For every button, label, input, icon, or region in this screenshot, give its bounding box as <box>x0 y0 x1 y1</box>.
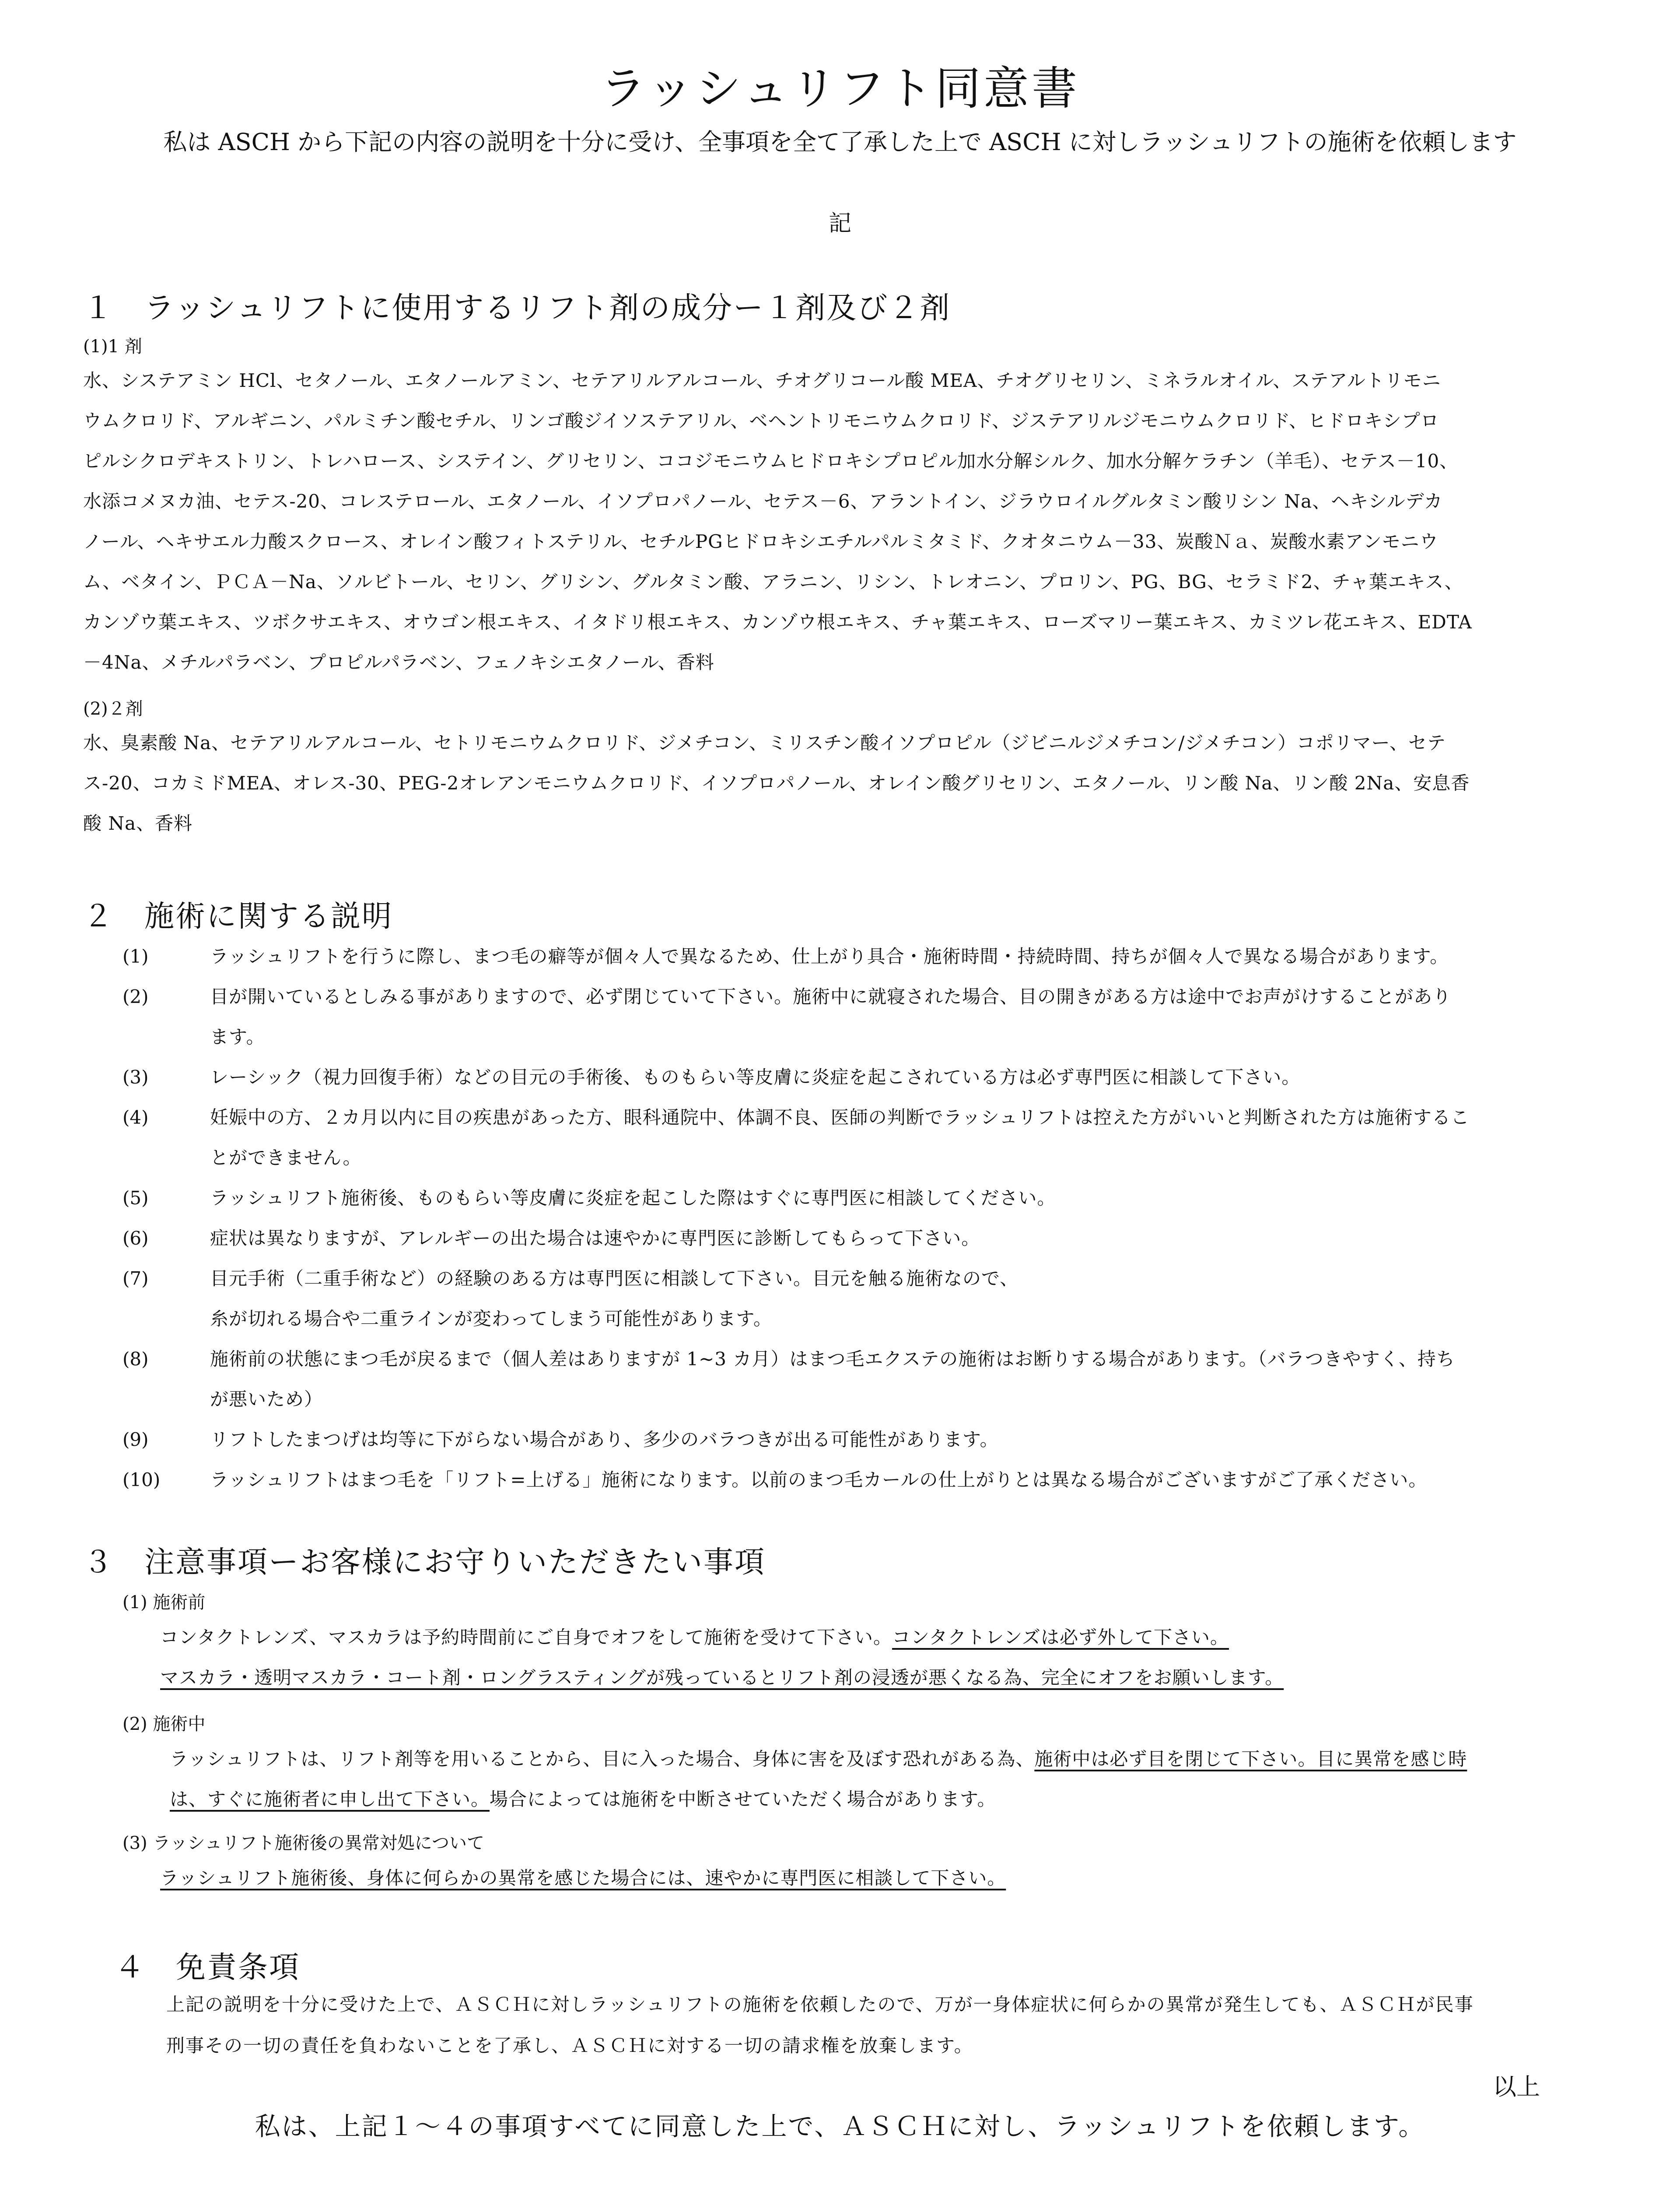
ki-marker: 記 <box>828 210 851 237</box>
ingredient-line: ピルシクロデキストリン、トレハロース、システイン、グリセリン、ココジモニウムヒドロキシプロピル加水分解シルク、加水分解ケラチン（羊毛）、セテス－10、 <box>83 450 1459 472</box>
before-treatment-line <box>160 1665 1284 1691</box>
item-number: (3) <box>122 1066 149 1088</box>
notice-underlined: コンタクトレンズは必ず外して下さい。 <box>892 1627 1229 1648</box>
section-4-title: 免責条項 <box>176 1950 301 1985</box>
ingredient-line: ウムクロリド、アルギニン、パルミチン酸セチル、リンゴ酸ジイソステアリル、ベヘントリモニウムクロリド、ジステアリルジモニウムクロリド、ヒドロキシプロ <box>83 410 1439 431</box>
item-number: (10) <box>122 1469 161 1490</box>
notice-underlined: マスカラ・透明マスカラ・コート剤・ロングラスティングが残っているとリフト剤の浸透が悪くなる為、完全にオフをお願いします。 <box>160 1667 1284 1688</box>
section-2-number: ２ <box>83 899 115 934</box>
notice-text: ラッシュリフトは、リフト剤等を用いることから、目に入った場合、身体に害を及ぼす恐れがある為、 <box>170 1748 1035 1770</box>
ingredient-line: 水添コメヌカ油、セテス-20、コレステロール、エタノール、イソプロパノール、セテス－6、アラントイン、ジラウロイルグルタミン酸リシン Na、ヘキシルデカ <box>83 491 1443 512</box>
item-text: ラッシュリフト施術後、ものもらい等皮膚に炎症を起こした際はすぐに専門医に相談してください。 <box>210 1187 1056 1209</box>
notice-text: コンタクトレンズ、マスカラは予約時間前にご自身でオフをして施術を受けて下さい。 <box>160 1627 892 1648</box>
agreement-statement: 私は、上記１～４の事項すべてに同意した上で、ＡＳＣＨに対し、ラッシュリフトを依頼します。 <box>255 2111 1425 2141</box>
item-number: (7) <box>122 1268 149 1289</box>
item-text: 目が開いているとしみる事がありますので、必ず閉じていて下さい。施術中に就寝された場合、目の開きがある方は途中でお声がけすることがあり <box>210 986 1452 1007</box>
item-text: 施術前の状態にまつ毛が戻るまで（個人差はありますが 1~3 カ月）はまつ毛エクステの施術はお断りする場合があります。（バラつきやすく、持ち <box>210 1348 1455 1370</box>
item-text: 症状は異なりますが、アレルギーの出た場合は速やかに専門医に診断してもらって下さい。 <box>210 1227 980 1249</box>
item-text: とができません。 <box>210 1147 362 1168</box>
during-treatment-line <box>170 1786 996 1813</box>
ingredient-line: ム、ベタイン、ＰＣＡ－Na、ソルビトール、セリン、グリシン、グルタミン酸、アラニン、リシン、トレオニン、プロリン、PG、BG、セラミド2、チャ葉エキス、 <box>83 571 1463 593</box>
section-3-title: 注意事項ーお客様にお守りいただきたい事項 <box>144 1545 766 1580</box>
item-number: (8) <box>122 1348 149 1370</box>
intro-statement: 私は ASCH から下記の内容の説明を十分に受け、全事項を全て了承した上で ASCH に対しラッシュリフトの施術を依頼します <box>163 128 1517 156</box>
section-3-number: ３ <box>83 1545 115 1580</box>
notice-underlined: 施術中は必ず目を閉じて下さい。目に異常を感じ時 <box>1034 1748 1467 1770</box>
section-1-heading <box>83 284 951 327</box>
section-1-title: ラッシュリフトに使用するリフト剤の成分ー１剤及び２剤 <box>144 291 951 326</box>
disclaimer-line: 上記の説明を十分に受けた上で、ＡＳＣＨに対しラッシュリフトの施術を依頼したので、万が一身体症状に何らかの異常が発生しても、ＡＳＣＨが民事 <box>166 1994 1474 2015</box>
during-treatment-label: (2) 施術中 <box>122 1714 206 1734</box>
item-text: 妊娠中の方、２カ月以内に目の疾患があった方、眼科通院中、体調不良、医師の判断でラッシュリフトは控えた方がいいと判断された方は施術するこ <box>210 1107 1470 1128</box>
section-1-agent1-ingredients <box>83 361 1540 683</box>
item-text: レーシック（視力回復手術）などの目元の手術後、ものもらい等皮膚に炎症を起こされている方は必ず専門医に相談して下さい。 <box>210 1066 1301 1088</box>
item-text: 糸が切れる場合や二重ラインが変わってしまう可能性があります。 <box>210 1308 772 1329</box>
item-text: リフトしたまつげは均等に下がらない場合があり、多少のバラつきが出る可能性があります。 <box>210 1429 999 1450</box>
ingredient-line: －4Na、メチルパラベン、プロピルパラベン、フェノキシエタノール、香料 <box>83 652 714 673</box>
item-number: (5) <box>122 1187 149 1209</box>
item-text: ラッシュリフトを行うに際し、まつ毛の癖等が個々人で異なるため、仕上がり具合・施術時間・持続時間、持ちが個々人で異なる場合があります。 <box>210 946 1449 967</box>
item-number: (2) <box>122 986 149 1007</box>
closing-mark: 以上 <box>1493 2073 1540 2100</box>
section-1-agent1-label: (1)1 剤 <box>83 337 142 357</box>
section-2-heading <box>83 893 393 935</box>
ingredient-line: カンゾウ葉エキス、ツボクサエキス、オウゴン根エキス、イタドリ根エキス、カンゾウ根エキス、チャ葉エキス、ローズマリー葉エキス、カミツレ花エキス、EDTA <box>83 611 1472 633</box>
item-number: (1) <box>122 946 149 967</box>
after-treatment-line <box>160 1865 1006 1891</box>
before-treatment-label: (1) 施術前 <box>122 1592 206 1613</box>
ingredient-line: 水、システアミン HCl、セタノール、エタノールアミン、セテアリルアルコール、チオグリコール酸 MEA、チオグリセリン、ミネラルオイル、ステアルトリモニ <box>83 370 1441 391</box>
disclaimer-text <box>166 1984 1540 2066</box>
section-1-agent2-label: (2)２剤 <box>83 699 143 719</box>
notice-text: 場合によっては施術を中断させていただく場合があります。 <box>490 1788 996 1810</box>
disclaimer-line: 刑事その一切の責任を負わないことを了承し、ＡＳＣＨに対する一切の請求権を放棄します。 <box>166 2035 973 2056</box>
item-number: (9) <box>122 1429 149 1450</box>
during-treatment-line <box>170 1746 1467 1772</box>
item-text: 目元手術（二重手術など）の経験のある方は専門医に相談して下さい。目元を触る施術なので、 <box>210 1268 1019 1289</box>
before-treatment-line <box>160 1624 1229 1651</box>
item-text: が悪いため） <box>210 1389 323 1410</box>
section-3-heading <box>83 1539 766 1581</box>
section-2-title: 施術に関する説明 <box>144 899 393 934</box>
section-4-number: ４ <box>115 1950 146 1985</box>
section-1-number: １ <box>83 291 115 326</box>
item-text: ラッシュリフトはまつ毛を「リフト=上げる」施術になります。以前のまつ毛カールの仕上がりとは異なる場合がございますがご了承ください。 <box>210 1469 1428 1490</box>
ingredient-line: 酸 Na、香料 <box>83 813 193 834</box>
ingredient-line: 水、臭素酸 Na、セテアリルアルコール、セトリモニウムクロリド、ジメチコン、ミリスチン酸イソプロピル（ジビニルジメチコン/ジメチコン）コポリマー、セテ <box>83 732 1446 754</box>
after-treatment-label: (3) ラッシュリフト施術後の異常対処について <box>122 1833 484 1853</box>
section-4-heading <box>115 1944 300 1986</box>
item-number: (4) <box>122 1107 149 1128</box>
item-text: ます。 <box>210 1026 265 1048</box>
notice-underlined: ラッシュリフト施術後、身体に何らかの異常を感じた場合には、速やかに専門医に相談して下さい。 <box>160 1867 1006 1889</box>
document-title: ラッシュリフト同意書 <box>600 62 1080 115</box>
notice-underlined: は、すぐに施術者に申し出て下さい。 <box>170 1788 490 1810</box>
ingredient-line: ノール、ヘキサエル力酸スクロース、オレイン酸フィトステリル、セチルPGヒドロキシエチルパルミタミド、クオタニウム－33、炭酸Ｎａ、炭酸水素アンモニウ <box>83 531 1438 552</box>
section-1-agent2-ingredients <box>83 723 1540 844</box>
item-number: (6) <box>122 1227 149 1249</box>
ingredient-line: ス-20、コカミドMEA、オレス-30、PEG-2オレアンモニウムクロリド、イソプロパノール、オレイン酸グリセリン、エタノール、リン酸 Na、リン酸 2Na、安息香 <box>83 772 1470 794</box>
